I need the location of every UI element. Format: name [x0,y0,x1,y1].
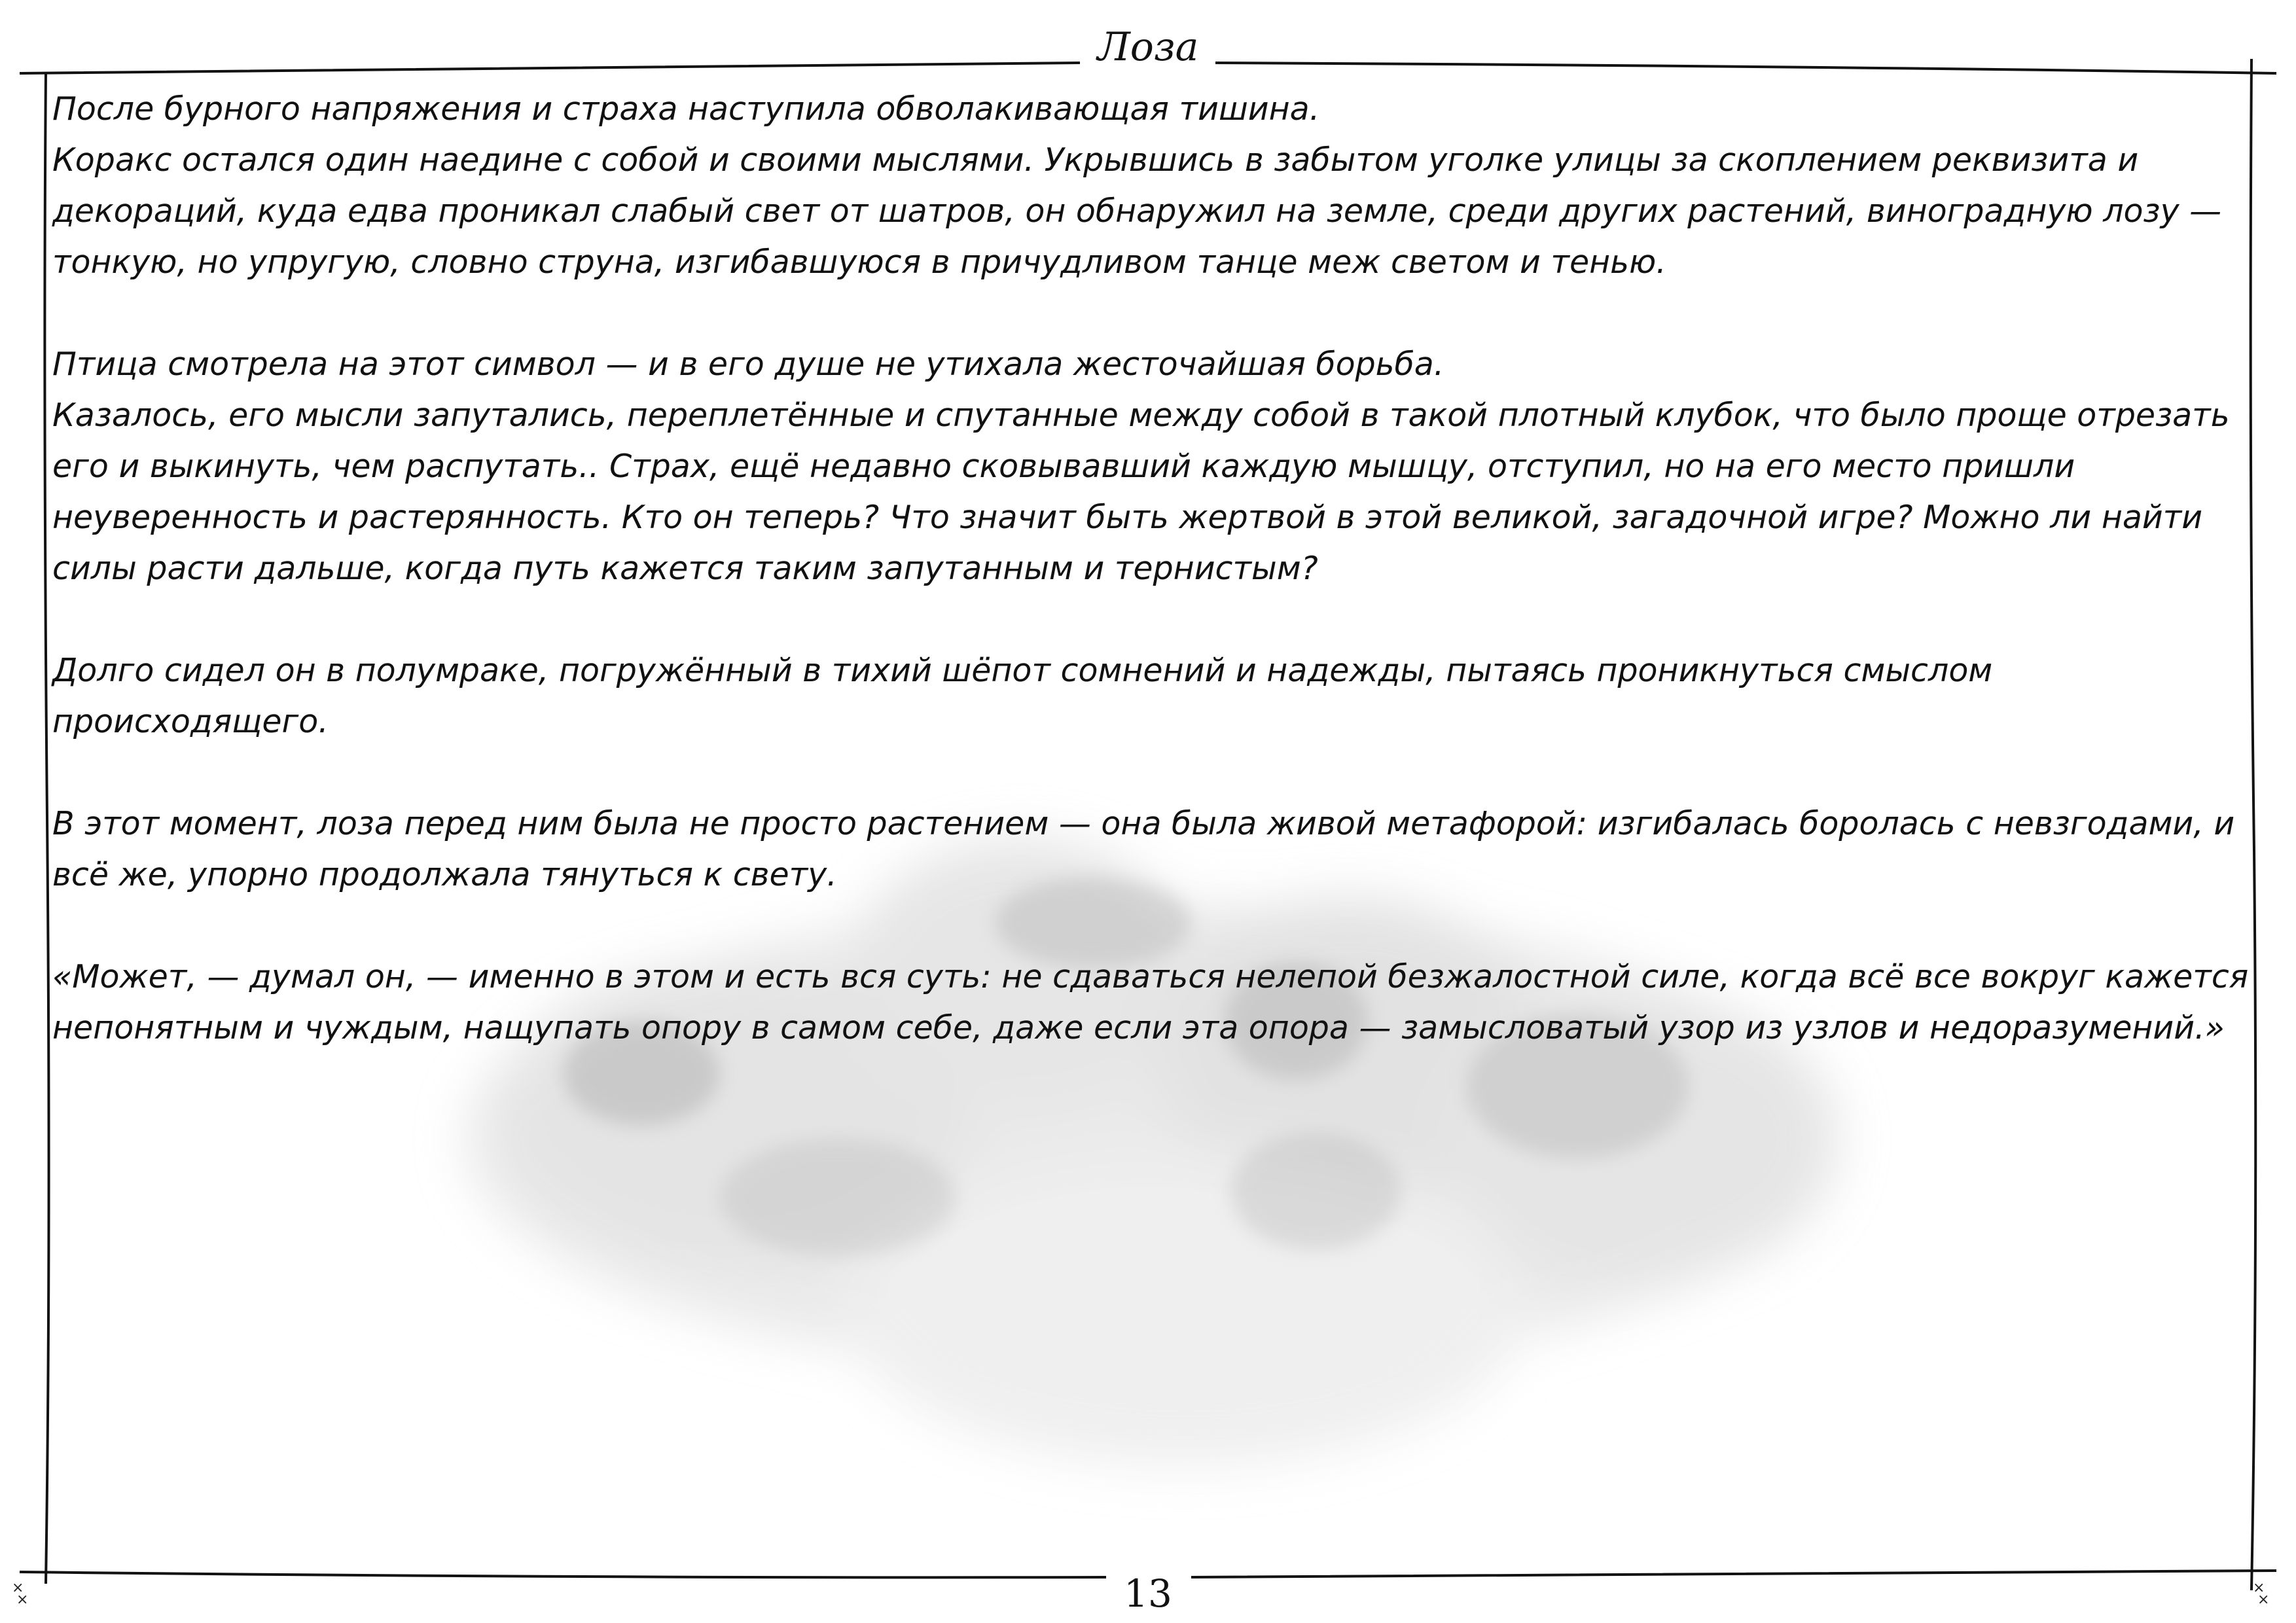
paragraph-1: После бурного напряжения и страха наступила обволакивающая тишина. Коракс остался один наедине с собой и своими мыслями. Укрывшись в забытом уголке улицы за скоплением реквизита и декораций, куда едва проникал слабый свет от шатров, он обнаружил на земле, среди других растений, виноградную лозу — тонкую, но упругую, словно струна, изгибавшуюся в причудливом танце меж светом и тенью. [52,90,2222,281]
corner-cross-mark-right: × × [2253,1580,2270,1608]
page-number-text: 13 [1109,1571,1187,1616]
paragraph-4: В этот момент, лоза перед ним была не просто растением — она была живой метафорой: изгибалась боролась с невзгодами, и всё же, упорно продолжала тянуться к свету. [52,805,2235,893]
page-number [0,1569,2296,1618]
paragraph-2: Птица смотрела на этот символ — и в его душе не утихала жесточайшая борьба. Казалось, его мысли запутались, переплетённые и спутанные между собой в такой плотный клубок, что было проще отрезать его и выкинуть, чем распутать.. Страх, ещё недавно сковывавший каждую мышцу, отступил, но на его место пришли неуверенность и растерянность. Кто он теперь? Что значит быть жертвой в этой великой, загадочной игре? Можно ли найти силы расти дальше, когда путь кажется таким запутанным и тернистым? [52,346,2230,587]
corner-cross-mark-left: × × [12,1580,29,1608]
page-title [0,21,2296,73]
page-title-text: Лоза [1081,24,1216,70]
paragraph-5: «Может, — думал он, — именно в этом и есть вся суть: не сдаваться нелепой безжалостной силе, когда всё все вокруг кажется непонятным и чуждым, нащупать опору в самом себе, даже если эта опора — замысловатый узор из узлов и недоразумений.» [52,958,2249,1046]
story-text [52,84,2251,1105]
paragraph-3: Долго сидел он в полумраке, погружённый в тихий шёпот сомнений и надежды, пытаясь проникнуться смыслом происходящего. [52,652,1993,740]
